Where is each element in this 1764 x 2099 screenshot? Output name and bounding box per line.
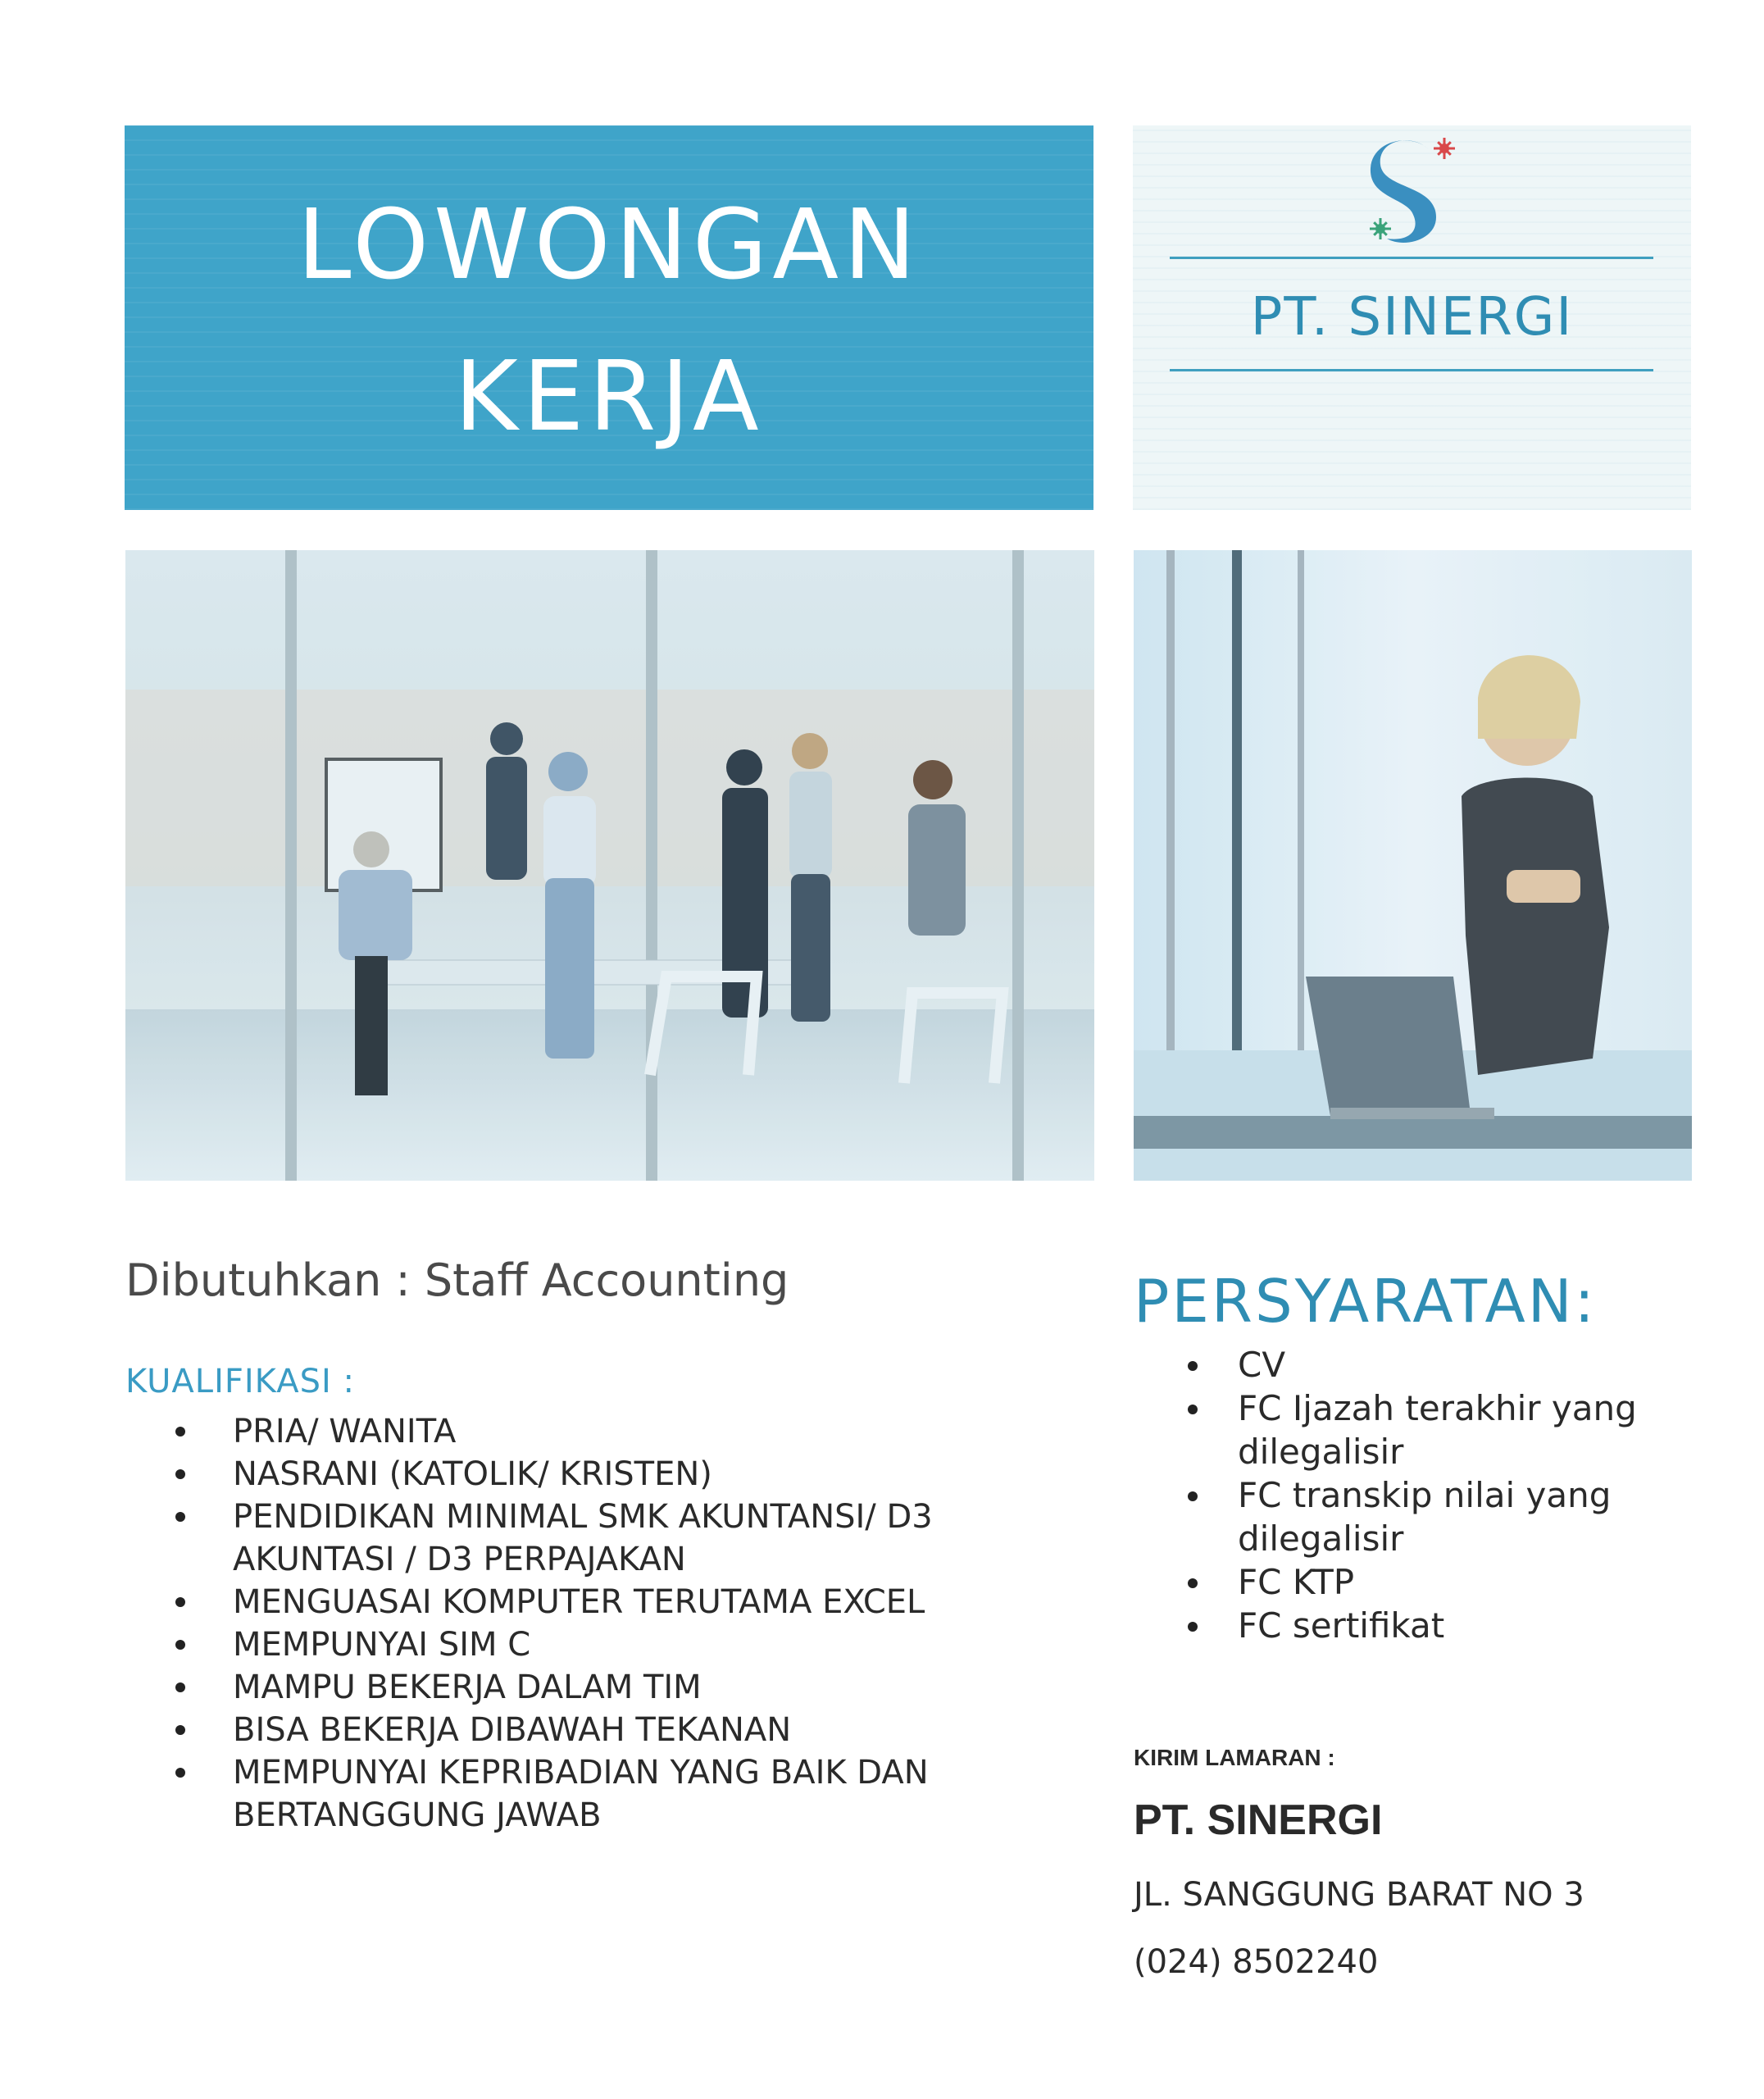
- company-logo-panel: [1133, 125, 1691, 510]
- list-item: MEMPUNYAI SIM C: [164, 1623, 1033, 1666]
- send-company-name: PT. SINERGI: [1134, 1796, 1383, 1844]
- send-phone: (024) 8502240: [1134, 1943, 1379, 1981]
- qualifications-heading: KUALIFIKASI :: [125, 1363, 355, 1400]
- bullet-icon: [175, 1597, 185, 1607]
- businesswoman-photo: [1134, 550, 1692, 1181]
- list-item: NASRANI (KATOLIK/ KRISTEN): [164, 1453, 1033, 1496]
- logo-divider-bottom: [1170, 369, 1653, 371]
- s-star-logo-icon: [1354, 125, 1469, 253]
- list-item: FC transkip nilai yang dilegalisir: [1177, 1473, 1685, 1560]
- bullet-icon: [175, 1640, 185, 1650]
- bullet-icon: [1188, 1622, 1198, 1632]
- office-meeting-photo: [125, 550, 1094, 1181]
- logo-divider-top: [1170, 257, 1653, 259]
- list-item: PRIA/ WANITA: [164, 1410, 1033, 1453]
- send-application-label: KIRIM LAMARAN :: [1134, 1745, 1335, 1770]
- logo-company-name: PT. SINERGI: [1250, 287, 1574, 348]
- bullet-icon: [175, 1725, 185, 1735]
- list-item: FC Ijazah terakhir yang dilegalisir: [1177, 1386, 1685, 1473]
- list-item: FC sertifikat: [1177, 1604, 1685, 1647]
- list-item: PENDIDIKAN MINIMAL SMK AKUNTANSI/ D3 AKUNTASI / D3 PERPAJAKAN: [164, 1496, 1033, 1581]
- title-line-1: LOWONGAN: [297, 188, 921, 301]
- bullet-icon: [175, 1469, 185, 1479]
- bullet-icon: [1188, 1491, 1198, 1501]
- list-item: BISA BEKERJA DIBAWAH TEKANAN: [164, 1709, 1033, 1751]
- bullet-icon: [175, 1682, 185, 1692]
- bullet-icon: [175, 1768, 185, 1778]
- position-needed: Dibutuhkan : Staff Accounting: [125, 1254, 789, 1306]
- bullet-icon: [1188, 1361, 1198, 1371]
- requirements-list: [1177, 1343, 1685, 1647]
- requirements-heading: PERSYARATAN:: [1134, 1267, 1597, 1336]
- list-item: MEMPUNYAI KEPRIBADIAN YANG BAIK DAN BERTANGGUNG JAWAB: [164, 1751, 1033, 1837]
- send-address: JL. SANGGUNG BARAT NO 3: [1134, 1876, 1584, 1914]
- qualifications-list: [164, 1410, 1033, 1837]
- title-banner: [125, 125, 1093, 510]
- bullet-icon: [1188, 1578, 1198, 1588]
- bullet-icon: [1188, 1405, 1198, 1414]
- list-item: MAMPU BEKERJA DALAM TIM: [164, 1666, 1033, 1709]
- list-item: CV: [1177, 1343, 1685, 1386]
- bullet-icon: [175, 1512, 185, 1522]
- title-line-2: KERJA: [454, 339, 764, 453]
- bullet-icon: [175, 1427, 185, 1437]
- list-item: MENGUASAI KOMPUTER TERUTAMA EXCEL: [164, 1581, 1033, 1623]
- list-item: FC KTP: [1177, 1560, 1685, 1604]
